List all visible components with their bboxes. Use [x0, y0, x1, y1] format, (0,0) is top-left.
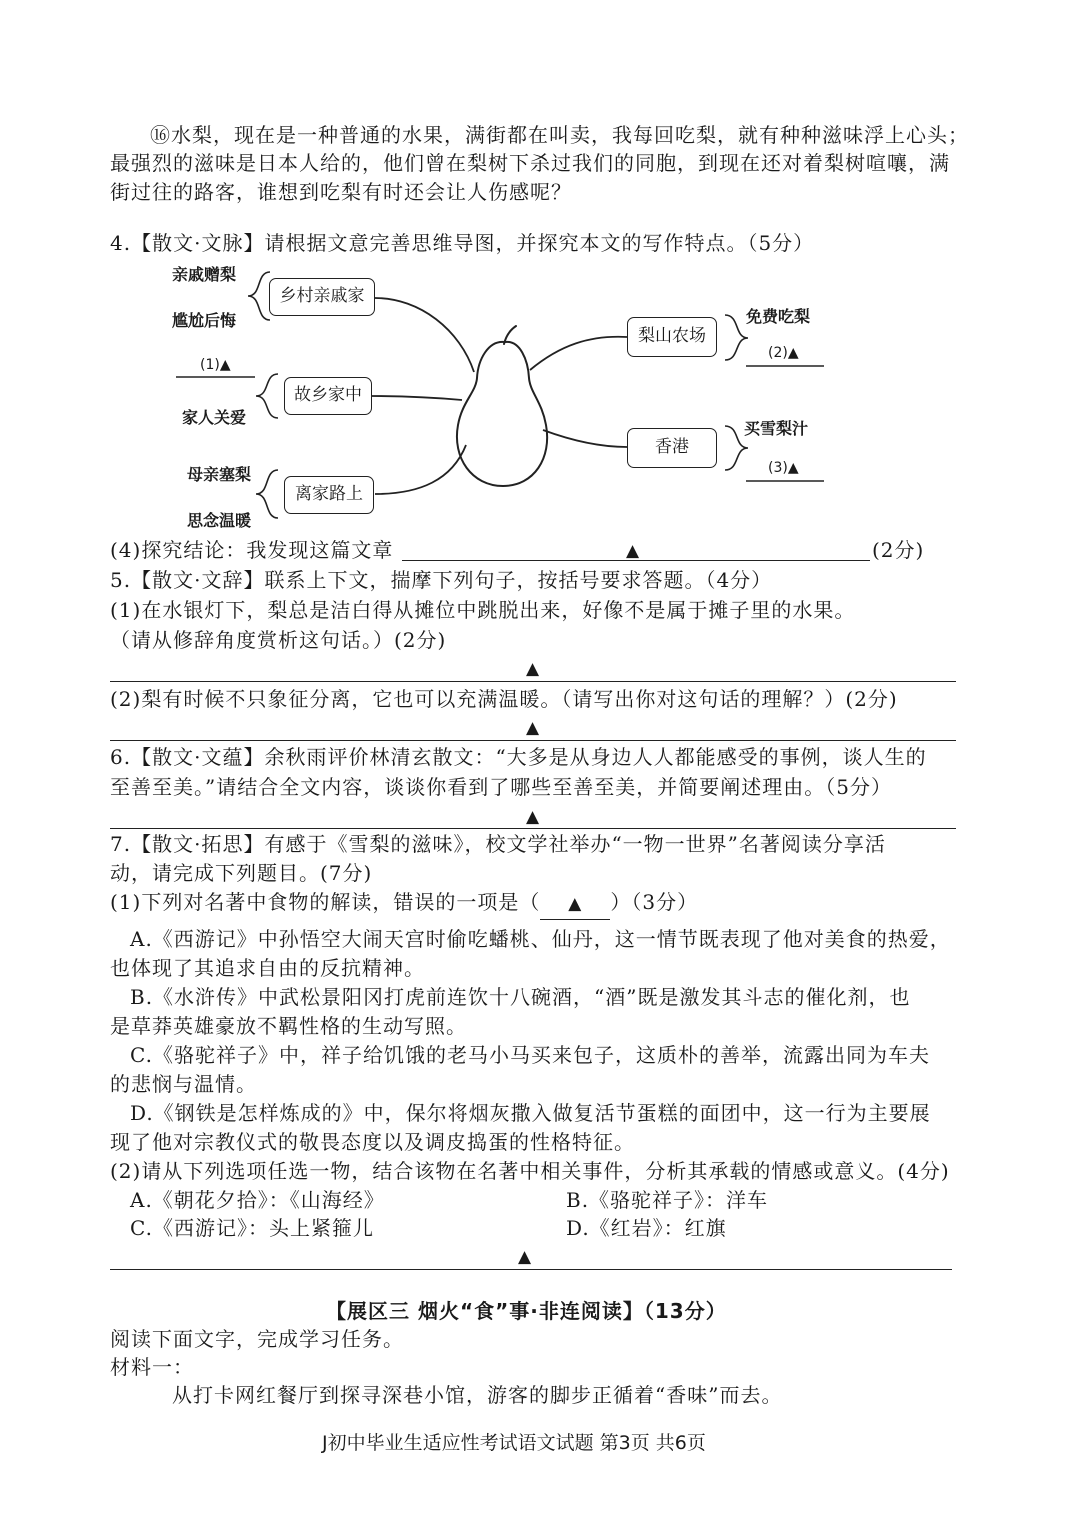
blank-2[interactable]: (2)▲ [768, 345, 799, 361]
q7-sub1 [110, 887, 698, 920]
q4-conclusion-label: (4)探究结论：我发现这篇文章 [110, 538, 394, 562]
q6-line1: 6.【散文·文蕴】余秋雨评价林清玄散文：“大多是从身边人人都能感受的事例，谈人生的 [110, 745, 927, 769]
leaf-mother-gives-pear: 母亲塞梨 [187, 465, 252, 484]
node-hong-kong: 香港 [627, 428, 717, 468]
q5-sub2: (2)梨有时候不只象征分离，它也可以充满温暖。（请写出你对这句话的理解？）(2分) [110, 687, 898, 711]
leaf-relatives-gift: 亲戚赠梨 [172, 265, 237, 284]
section3-score: （13分） [643, 1299, 727, 1323]
mindmap-connectors [0, 0, 1080, 540]
q5-answer-line-1[interactable] [110, 681, 956, 682]
leaf-family-care: 家人关爱 [182, 408, 247, 427]
q7-choice-c: C.《西游记》：头上紧箍儿 [130, 1216, 374, 1240]
q7-option-b-line2: 是草莽英雄豪放不羁性格的生动写照。 [110, 1014, 467, 1038]
leaf-free-pears: 免费吃梨 [746, 307, 811, 326]
q7-sub1-mark: ▲ [568, 894, 583, 914]
section3-title [326, 1296, 727, 1326]
blank-1[interactable]: (1)▲ [200, 357, 231, 373]
paragraph-16-line1: ⑯水梨，现在是一种普通的水果，满街都在叫卖，我每回吃梨，就有种种滋味浮上心头； [150, 123, 969, 147]
q7-answer-line[interactable] [110, 1269, 952, 1270]
blank-3[interactable]: (3)▲ [768, 460, 799, 476]
q6-line2: 至善至美。”请结合全文内容，谈谈你看到了哪些至善至美，并简要阐述理由。（5分） [110, 775, 892, 799]
q7-choice-b: B.《骆驼祥子》：洋车 [566, 1188, 769, 1212]
node-leaving-home: 离家路上 [284, 476, 374, 514]
q5-sub1-line2: （请从修辞角度赏析这句话。）(2分) [110, 628, 447, 652]
material-label: 材料一： [110, 1355, 194, 1379]
section3-instruction: 阅读下面文字，完成学习任务。 [110, 1327, 404, 1351]
q7-choice-d: D.《红岩》：红旗 [566, 1216, 727, 1240]
q7-sub1-suffix: ）（3分） [610, 890, 699, 914]
q5-answer-mark-2: ▲ [526, 718, 541, 738]
q5-heading: 5.【散文·文辞】联系上下文，揣摩下列句子，按括号要求答题。（4分） [110, 568, 773, 592]
q5-sub1-line1: (1)在水银灯下，梨总是洁白得从摊位中跳脱出来，好像不是属于摊子里的水果。 [110, 598, 856, 622]
q7-answer-mark: ▲ [518, 1247, 533, 1267]
q7-option-a-line2: 也体现了其追求自由的反抗精神。 [110, 956, 425, 980]
page-footer: J初中毕业生适应性考试语文试题 第3页 共6页 [322, 1432, 706, 1454]
section3-title-text: 【展区三 烟火“食”事·非连阅读】 [326, 1299, 644, 1323]
q4-conclusion-mark: ▲ [626, 541, 641, 561]
q4-conclusion-score: (2分) [872, 538, 925, 562]
q7-option-c-line2: 的悲悯与温情。 [110, 1072, 257, 1096]
q7-option-a-line1: A.《西游记》中孙悟空大闹天宫时偷吃蟠桃、仙丹，这一情节既表现了他对美食的热爱， [130, 927, 951, 951]
q5-answer-line-2[interactable] [110, 740, 956, 741]
node-rural-relatives: 乡村亲戚家 [269, 278, 375, 316]
paragraph-16-line2: 最强烈的滋味是日本人给的，他们曾在梨树下杀过我们的同胞，到现在还对着梨树喧嚷，满 [110, 151, 950, 175]
q4-heading: 4.【散文·文脉】请根据文意完善思维导图，并探究本文的写作特点。（5分） [110, 231, 815, 255]
q7-line2: 动，请完成下列题目。(7分) [110, 861, 373, 885]
q7-option-b-line1: B.《水浒传》中武松景阳冈打虎前连饮十八碗酒，“酒”既是激发其斗志的催化剂，也 [130, 985, 911, 1009]
q7-sub1-answer-blank[interactable] [540, 887, 610, 920]
leaf-awkward-regret: 尴尬后悔 [172, 311, 237, 330]
q7-sub1-prefix: (1)下列对名著中食物的解读，错误的一项是（ [110, 890, 541, 914]
q6-answer-mark: ▲ [526, 807, 541, 827]
q7-option-c-line1: C.《骆驼祥子》中，祥子给饥饿的老马小马买来包子，这质朴的善举，流露出同为车夫 [130, 1043, 930, 1067]
node-hometown: 故乡家中 [284, 377, 372, 415]
q7-choice-a: A.《朝花夕拾》：《山海经》 [130, 1188, 385, 1212]
node-pear-farm: 梨山农场 [627, 317, 717, 357]
q7-option-d-line2: 现了他对宗教仪式的敬畏态度以及调皮捣蛋的性格特征。 [110, 1130, 635, 1154]
paragraph-16-line3: 街过往的路客，谁想到吃梨有时还会让人伤感呢？ [110, 180, 572, 204]
q7-option-d-line1: D.《钢铁是怎样炼成的》中，保尔将烟灰撒入做复活节蛋糕的面团中，这一行为主要展 [130, 1101, 931, 1125]
leaf-missing-warmth: 思念温暖 [187, 511, 252, 530]
q5-answer-mark-1: ▲ [526, 659, 541, 679]
pear-icon [457, 326, 547, 486]
material-1-text: 从打卡网红餐厅到探寻深巷小馆，游客的脚步正循着“香味”而去。 [172, 1383, 783, 1407]
q7-sub2: (2)请从下列选项任选一物，结合该物在名著中相关事件，分析其承载的情感或意义。(4分) [110, 1159, 950, 1183]
leaf-buy-juice: 买雪梨汁 [744, 419, 809, 438]
q7-line1: 7.【散文·拓思】有感于《雪梨的滋味》，校文学社举办“一物一世界”名著阅读分享活 [110, 832, 886, 856]
